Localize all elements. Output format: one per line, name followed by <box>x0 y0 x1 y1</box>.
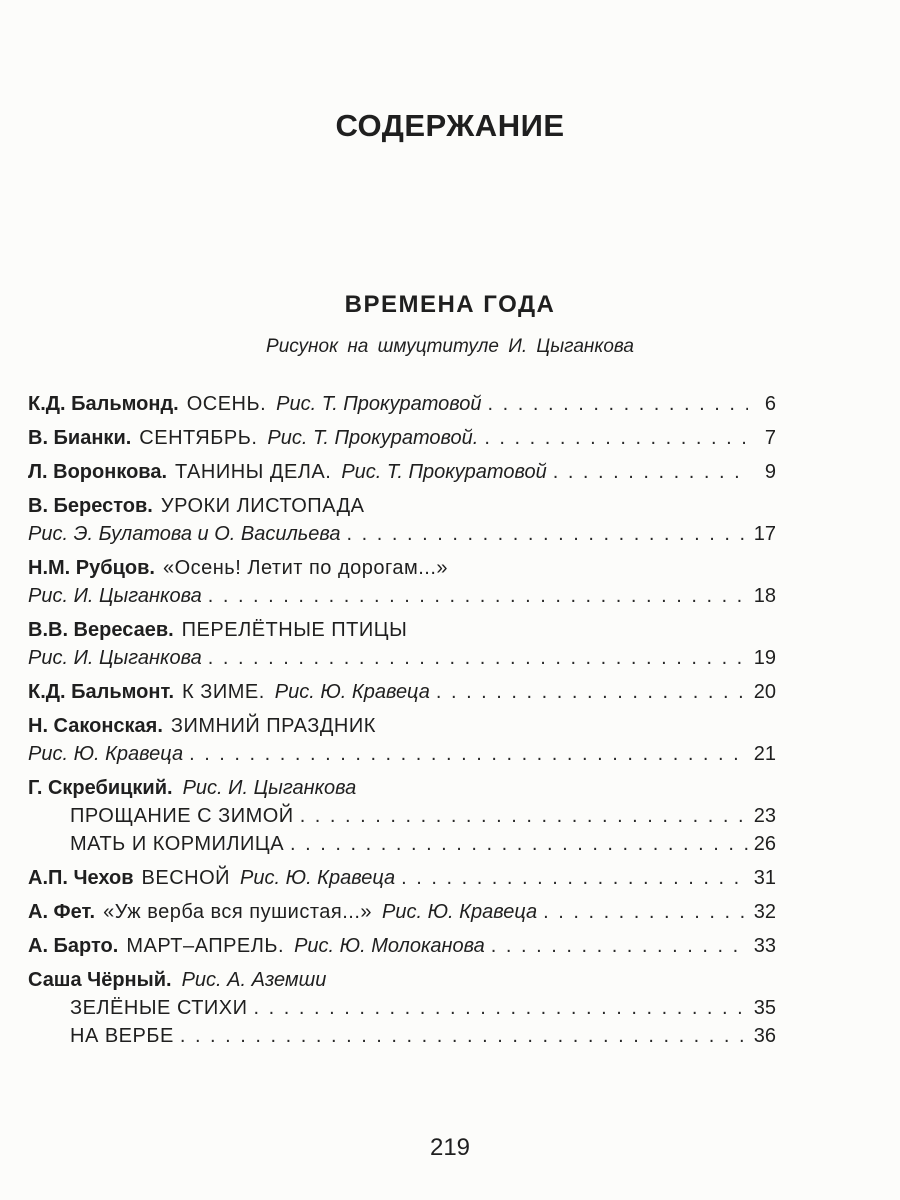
toc-entry-continuation <box>28 740 776 768</box>
entry-title: ПЕРЕЛЁТНЫЕ ПТИЦЫ <box>181 619 408 641</box>
entry-page: 7 <box>764 427 776 449</box>
toc-entry <box>28 774 776 802</box>
dot-leader <box>189 740 748 768</box>
entry-page: 23 <box>753 805 776 827</box>
toc-subentry <box>28 994 776 1022</box>
entry-author: К.Д. Бальмонд. <box>28 393 179 415</box>
dot-leader <box>180 1022 748 1050</box>
dot-leader <box>401 864 748 892</box>
dot-leader <box>300 802 748 830</box>
toc-entry <box>28 390 776 418</box>
entry-title: НА ВЕРБЕ <box>70 1025 174 1047</box>
entry-illustrator: Рис. И. Цыганкова <box>28 585 202 607</box>
section-subtitle: Рисунок на шмуцтитуле И. Цыганкова <box>266 336 634 357</box>
dot-leader <box>254 994 748 1022</box>
entry-page: 19 <box>753 647 776 669</box>
entry-author: К.Д. Бальмонт. <box>28 681 175 703</box>
toc-subentry <box>28 1022 776 1050</box>
dot-leader <box>484 424 748 452</box>
entry-title: УРОКИ ЛИСТОПАДА <box>160 495 365 517</box>
entry-page: 6 <box>764 393 776 415</box>
entry-author: В.В. Вересаев. <box>28 619 174 641</box>
entry-title: ВЕСНОЙ <box>141 867 231 889</box>
entry-page: 17 <box>753 523 776 545</box>
toc-entry <box>28 458 776 486</box>
entry-page: 21 <box>753 743 776 765</box>
entry-title: ПРОЩАНИЕ С ЗИМОЙ <box>70 805 294 827</box>
toc-entry <box>28 898 776 926</box>
entry-illustrator: Рис. А. Аземши <box>181 969 327 991</box>
toc-entry <box>28 712 776 740</box>
dot-leader <box>208 582 748 610</box>
toc-entry <box>28 554 776 582</box>
entry-page: 32 <box>753 901 776 923</box>
toc-entry <box>28 616 776 644</box>
entry-author: В. Бианки. <box>28 427 132 449</box>
entry-illustrator: Рис. Ю. Кравеца <box>28 743 184 765</box>
entry-page: 33 <box>753 935 776 957</box>
dot-leader <box>436 678 748 706</box>
entry-illustrator: Рис. Т. Прокуратовой. <box>267 427 479 449</box>
entry-illustrator: Рис. Т. Прокуратовой <box>341 461 547 483</box>
entry-title: МАТЬ И КОРМИЛИЦА <box>70 833 285 855</box>
entry-page: 18 <box>753 585 776 607</box>
entry-title: К ЗИМЕ. <box>182 681 265 703</box>
entry-page: 20 <box>753 681 776 703</box>
page-title: СОДЕРЖАНИЕ <box>335 108 565 143</box>
entry-author: Л. Воронкова. <box>28 461 167 483</box>
toc-entry <box>28 678 776 706</box>
entry-page: 36 <box>753 1025 776 1047</box>
entry-page: 31 <box>753 867 776 889</box>
entry-illustrator: Рис. Ю. Кравеца <box>240 867 396 889</box>
entry-title: ОСЕНЬ. <box>186 393 267 415</box>
entry-illustrator: Рис. И. Цыганкова <box>182 777 357 799</box>
entry-author: А. Фет. <box>28 901 96 923</box>
entry-page: 35 <box>753 997 776 1019</box>
toc-entry-continuation <box>28 520 776 548</box>
entry-title: ТАНИНЫ ДЕЛА. <box>175 461 332 483</box>
entry-illustrator: Рис. Ю. Кравеца <box>382 901 538 923</box>
toc-entry-continuation <box>28 644 776 672</box>
entry-author: Саша Чёрный. <box>28 969 172 991</box>
toc-entry <box>28 864 776 892</box>
toc-subentry <box>28 802 776 830</box>
table-of-contents <box>28 390 776 1050</box>
dot-leader <box>543 898 748 926</box>
entry-author: Н.М. Рубцов. <box>28 557 155 579</box>
toc-entry <box>28 424 776 452</box>
entry-illustrator: Рис. Т. Прокуратовой <box>276 393 482 415</box>
entry-title: ЗЕЛЁНЫЕ СТИХИ <box>70 997 248 1019</box>
entry-author: Н. Саконская. <box>28 715 163 737</box>
dot-leader <box>553 458 748 486</box>
page-number: 219 <box>429 1134 471 1161</box>
entry-illustrator: Рис. Э. Булатова и О. Васильева <box>28 523 341 545</box>
toc-subentry <box>28 830 776 858</box>
toc-entry <box>28 966 776 994</box>
entry-illustrator: Рис. Ю. Кравеца <box>274 681 430 703</box>
entry-title: МАРТ–АПРЕЛЬ. <box>126 935 285 957</box>
dot-leader <box>491 932 748 960</box>
dot-leader <box>208 644 748 672</box>
entry-title: «Уж верба вся пушистая...» <box>103 901 373 923</box>
entry-title: «Осень! Летит по дорогам...» <box>162 557 449 579</box>
dot-leader <box>347 520 748 548</box>
entry-author: В. Берестов. <box>28 495 153 517</box>
entry-title: СЕНТЯБРЬ. <box>139 427 258 449</box>
dot-leader <box>488 390 748 418</box>
entry-page: 9 <box>764 461 776 483</box>
toc-entry <box>28 492 776 520</box>
entry-illustrator: Рис. И. Цыганкова <box>28 647 202 669</box>
toc-entry <box>28 932 776 960</box>
section-title: ВРЕМЕНА ГОДА <box>344 291 556 318</box>
entry-author: А.П. Чехов <box>28 867 134 889</box>
dot-leader <box>290 830 748 858</box>
entry-illustrator: Рис. Ю. Молоканова <box>294 935 485 957</box>
entry-author: Г. Скребицкий. <box>28 777 173 799</box>
entry-page: 26 <box>753 833 776 855</box>
entry-title: ЗИМНИЙ ПРАЗДНИК <box>170 715 376 737</box>
entry-author: А. Барто. <box>28 935 119 957</box>
toc-entry-continuation <box>28 582 776 610</box>
